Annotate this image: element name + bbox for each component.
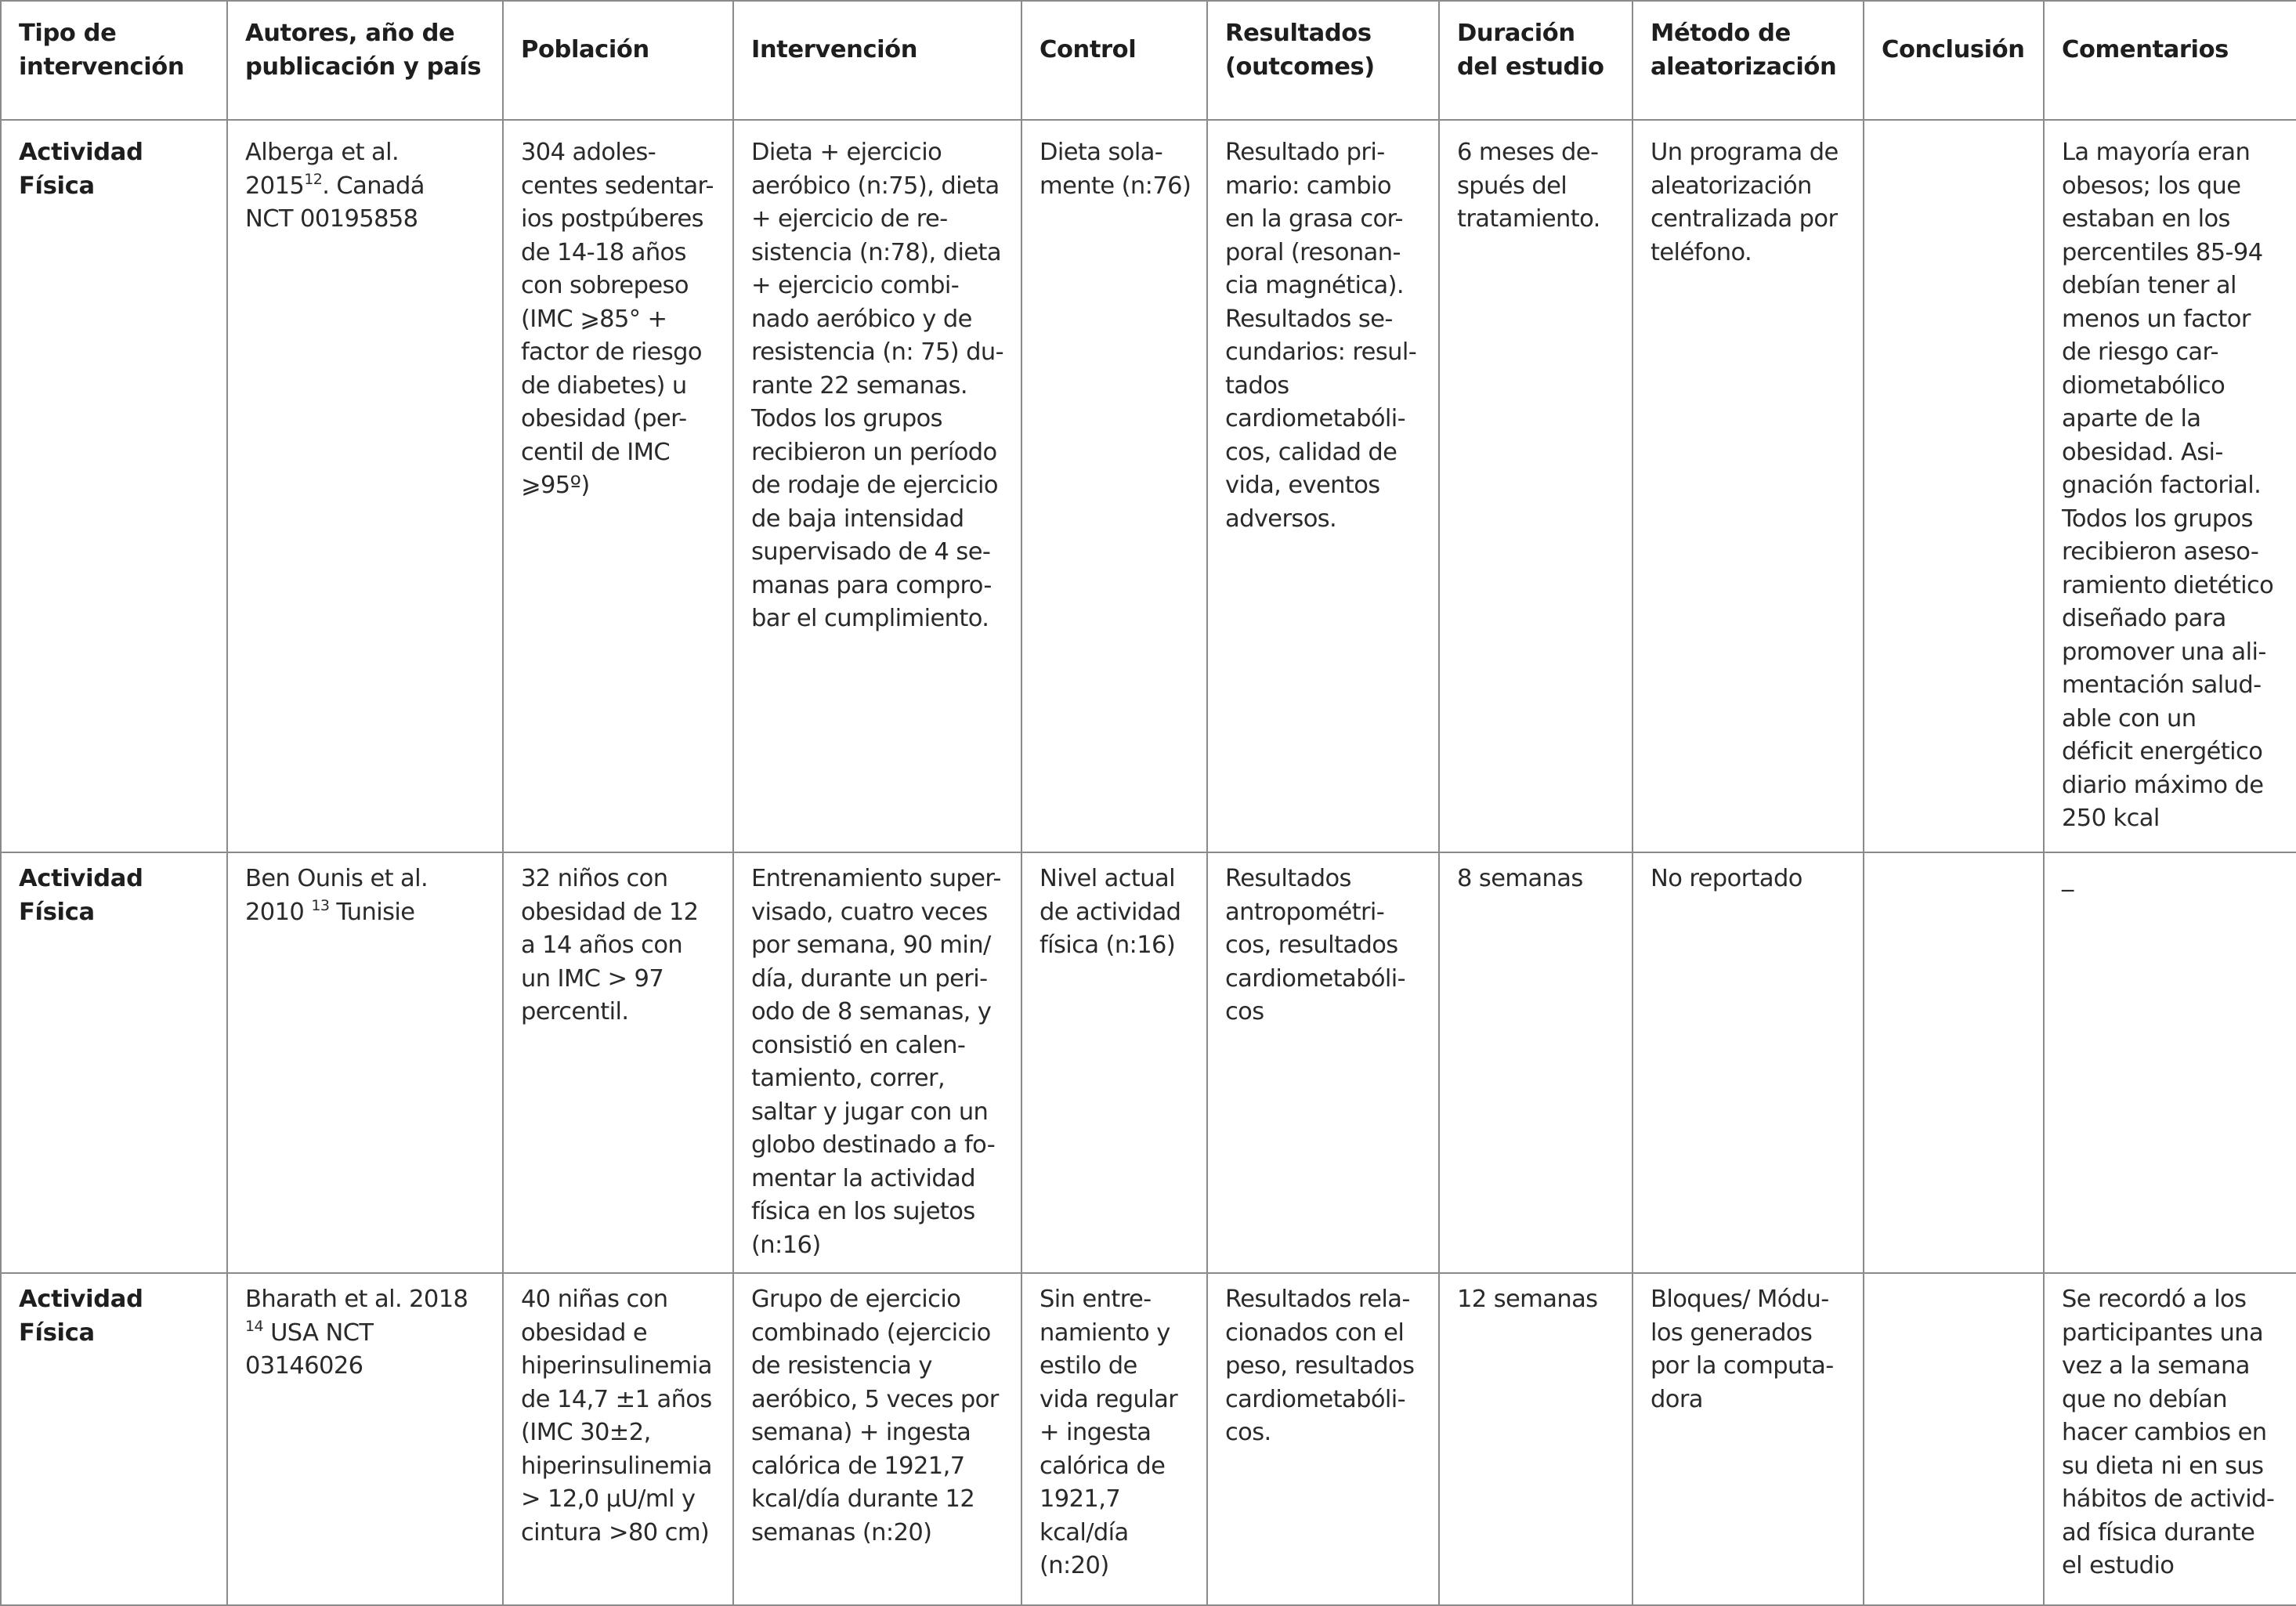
cell-tipo: Actividad Física xyxy=(1,120,227,852)
cell-conclusion xyxy=(1864,1273,2044,1605)
cell-intervencion: Dieta + ejercicio aeróbico (n:75), dieta + ejercicio de re- sistencia (n:78), dieta + ejercicio combi- nado aeróbico y de resistencia (n: 75) du- rante 22 semanas. Todos los grupos recibieron un período de rodaje de ejercicio de baja intensidad supervisado de 4 se- manas para compro- bar el cumplimiento. xyxy=(733,120,1021,852)
cell-control: Nivel actual de actividad física (n:16) xyxy=(1021,852,1207,1273)
reference-number: 13 xyxy=(311,896,330,914)
header-metodo: Método de aleatorización xyxy=(1633,1,1864,120)
cell-tipo: Actividad Física xyxy=(1,1273,227,1605)
header-row xyxy=(1,1,2296,120)
cell-duracion: 12 semanas xyxy=(1439,1273,1633,1605)
cell-comentarios: La mayoría eran obesos; los que estaban en los percentiles 85-94 debían tener al menos un factor de riesgo car- diometabólico aparte de la obesidad. Asi- gnación factorial. Todos los grupos recibieron aseso- ramiento dietético diseñado para promover una ali- mentación salud- able con un déficit energético diario máximo de 250 kcal xyxy=(2044,120,2296,852)
table-row xyxy=(1,852,2296,1273)
cell-metodo: Bloques/ Módu- los generados por la computa- dora xyxy=(1633,1273,1864,1605)
cell-conclusion xyxy=(1864,852,2044,1273)
header-tipo: Tipo de intervención xyxy=(1,1,227,120)
cell-control: Dieta sola- mente (n:76) xyxy=(1021,120,1207,852)
cell-intervencion: Entrenamiento super- visado, cuatro veces por semana, 90 min/ día, durante un peri- odo de 8 semanas, y consistió en calen- tamiento, correr, saltar y jugar con un globo destinado a fo- mentar la actividad física en los sujetos (n:16) xyxy=(733,852,1021,1273)
header-resultados: Resultados (outcomes) xyxy=(1207,1,1439,120)
header-conclusion: Conclusión xyxy=(1864,1,2044,120)
reference-number: 14 xyxy=(245,1317,263,1335)
cell-metodo: Un programa de aleatorización centralizada por teléfono. xyxy=(1633,120,1864,852)
cell-duracion: 6 meses de- spués del tratamiento. xyxy=(1439,120,1633,852)
cell-comentarios: Se recordó a los participantes una vez a la semana que no debían hacer cambios en su dieta ni en sus hábitos de activid- ad física durante el estudio xyxy=(2044,1273,2296,1605)
cell-intervencion: Grupo de ejercicio combinado (ejercicio de resistencia y aeróbico, 5 veces por semana) + ingesta calórica de 1921,7 kcal/día durante 12 semanas (n:20) xyxy=(733,1273,1021,1605)
cell-poblacion: 304 adoles- centes sedentar- ios postpúberes de 14-18 años con sobrepeso (IMC ⩾85° + factor de riesgo de diabetes) u obesidad (per- centil de IMC ⩾95º) xyxy=(503,120,733,852)
header-poblacion: Población xyxy=(503,1,733,120)
cell-tipo: Actividad Física xyxy=(1,852,227,1273)
cell-autores: Ben Ounis et al. 2010 $^{13}$ Tunisie xyxy=(227,852,503,1273)
cell-resultados: Resultados rela- cionados con el peso, resultados cardiometabóli- cos. xyxy=(1207,1273,1439,1605)
cell-poblacion: 32 niños con obesidad de 12 a 14 años con un IMC > 97 percentil. xyxy=(503,852,733,1273)
cell-resultados: Resultado pri- mario: cambio en la grasa cor- poral (resonan- cia magnética). Resultados se- cundarios: resul- tados cardiometabóli- cos, calidad de vida, eventos adversos. xyxy=(1207,120,1439,852)
cell-metodo: No reportado xyxy=(1633,852,1864,1273)
cell-poblacion: 40 niñas con obesidad e hiperinsulinemia de 14,7 ±1 años (IMC 30±2, hiperinsulinemia > 12,0 µU/ml y cintura >80 cm) xyxy=(503,1273,733,1605)
header-autores: Autores, año de publicación y país xyxy=(227,1,503,120)
header-duracion: Duración del estudio xyxy=(1439,1,1633,120)
cell-autores: Alberga et al. 2015$^{12}$. Canadá NCT 00195858 xyxy=(227,120,503,852)
header-intervencion: Intervención xyxy=(733,1,1021,120)
cell-resultados: Resultados antropométri- cos, resultados cardiometabóli- cos xyxy=(1207,852,1439,1273)
header-control: Control xyxy=(1021,1,1207,120)
header-comentarios: Comentarios xyxy=(2044,1,2296,120)
cell-conclusion xyxy=(1864,120,2044,852)
cell-duracion: 8 semanas xyxy=(1439,852,1633,1273)
table-row xyxy=(1,1273,2296,1605)
table-row xyxy=(1,120,2296,852)
cell-autores: Bharath et al. 2018 $^{14}$ USA NCT 03146026 xyxy=(227,1273,503,1605)
cell-control: Sin entre- namiento y estilo de vida regular + ingesta calórica de 1921,7 kcal/día (n:20) xyxy=(1021,1273,1207,1605)
reference-number: 12 xyxy=(304,170,323,188)
cell-comentarios: _ xyxy=(2044,852,2296,1273)
